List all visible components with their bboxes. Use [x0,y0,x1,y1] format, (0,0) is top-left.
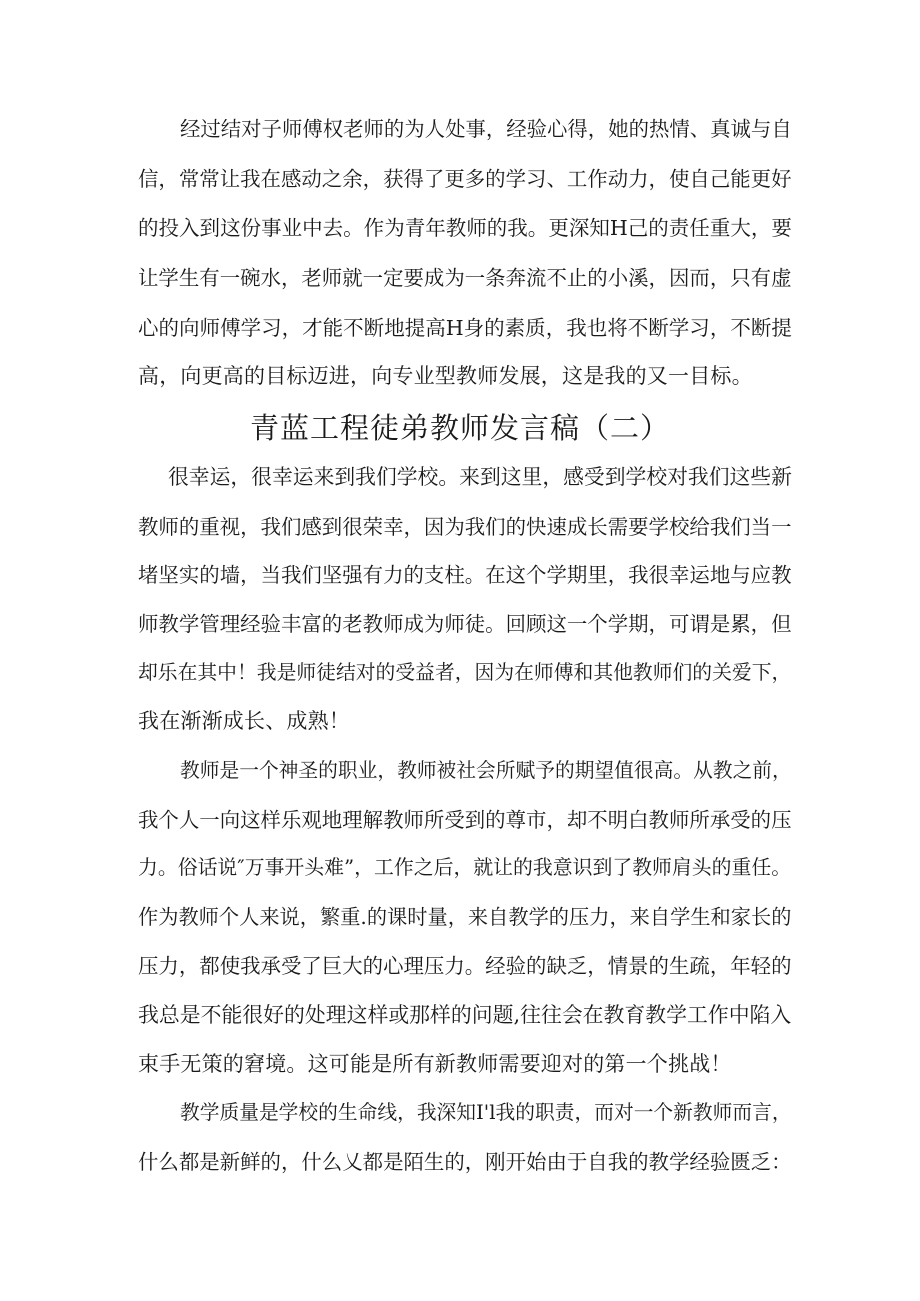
paragraph-3-line-2: 我个人一向这样乐观地理解教师所受到的尊市，却不明白教师所承受的压 [138,808,792,832]
paragraph-2-line-5: 却乐在其中！我是师徒结对的受益者，因为在师傅和其他教师们的关爱下， [138,661,792,684]
paragraph-1-line-1: 经过结对子师傅权老师的为人处事，经验心得，她的热情、真诚与自 [180,117,792,141]
paragraph-1-line-5: 心的向师傅学习，才能不断地提高H身的素质，我也将不断学习，不断提 [138,316,792,340]
paragraph-3-line-6: 我总是不能很好的处理这样或那样的问题,往往会在教育教学工作中陷入 [138,1003,792,1027]
paragraph-1-line-2: 信，常常让我在感动之余，获得了更多的学习、工作动力，使自己能更好 [138,167,792,191]
paragraph-3-line-3: 力。俗话说″万事开头难”，工作之后，就让的我意识到了教师肩头的重任。 [138,856,792,879]
paragraph-1-line-6: 高，向更高的目标迈进，向专业型教师发展，这是我的又一目标。 [138,364,753,388]
paragraph-2-line-2: 教师的重视，我们感到很荣幸，因为我们的快速成长需要学校给我们当一 [138,515,792,539]
paragraph-3-line-1: 教师是一个神圣的职业，教师被社会所赋予的期望值很高。从教之前， [180,759,792,782]
paragraph-1-line-3: 的投入到这份事业中去。作为青年教师的我。更深知H己的责任重大，要 [138,216,792,240]
section-heading: 青蓝工程徒弟教师发言稿（二） [249,411,670,445]
paragraph-3-line-5: 压力，都使我承受了巨大的心理压力。经验的缺乏，情景的生疏，年轻的 [138,954,792,978]
paragraph-3-line-4: 作为教师个人来说，繁重.的课时量，来自教学的压力，来自学生和家长的 [138,905,792,929]
paragraph-2-line-4: 师教学管理经验丰富的老教师成为师徒。回顾这一个学期，可谓是累，但 [138,612,792,636]
paragraph-4-line-2: 什么都是新鲜的，什么乂都是陌生的，刚开始由于自我的教学经验匮乏： [138,1150,792,1174]
paragraph-1-line-4: 让学生有一碗水，老师就一定要成为一条奔流不止的小溪，因而，只有虚 [138,266,792,290]
paragraph-2-line-1: 很幸运，很幸运来到我们学校。来到这里，感受到学校对我们这些新 [168,465,792,489]
paragraph-2-line-6: 我在渐渐成长、成熟！ [138,709,350,733]
paragraph-4-line-1: 教学质量是学校的生命线，我深知I'l我的职责，而对一个新教师而言， [180,1101,792,1124]
paragraph-2-line-3: 堵坚实的墙，当我们坚强有力的支柱。在这个学期里，我很幸运地与应教 [138,563,792,587]
paragraph-3-line-7: 束手无策的窘境。这可能是所有新教师需要迎对的第一个挑战！ [138,1052,732,1076]
